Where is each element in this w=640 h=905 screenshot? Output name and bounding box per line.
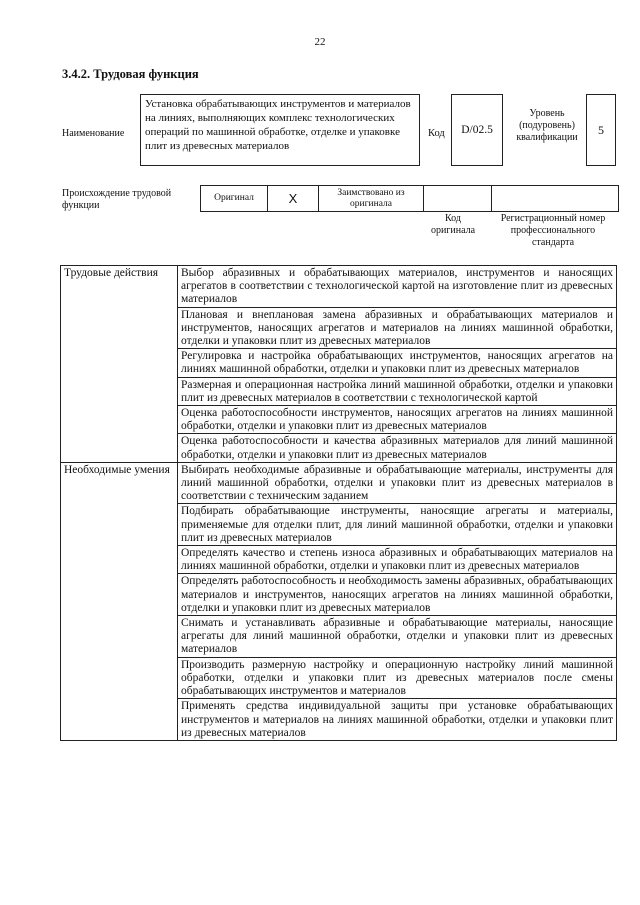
- skill-text: Подбирать обрабатывающие инструменты, наносящие агрегаты и материалы, применяемые для отделки плит, для линий машинной обработки, отделки и упаковки плит из древесных материалов: [178, 504, 617, 546]
- function-name: Установка обрабатывающих инструментов и материалов на линиях, выполняющих комплекс технологических операций по машинной обработке, отделке и упаковке плит из древесных материалов: [140, 94, 420, 166]
- original-code-cell: [424, 186, 492, 212]
- origin-table: [200, 185, 619, 212]
- labor-action-text: Выбор абразивных и обрабатывающих материалов, инструментов и наносящих агрегатов в соответствии с технологической картой на изготовление плит из древесных материалов: [178, 266, 617, 308]
- skills-label: Необходимые умения: [61, 462, 178, 740]
- page-number: 22: [314, 36, 326, 48]
- origin-label: Происхождение трудовой функции: [62, 188, 172, 211]
- original-label: Оригинал: [201, 186, 268, 212]
- skill-row: [61, 462, 617, 504]
- original-code-note: Код оригинала: [430, 213, 476, 236]
- original-mark: X: [268, 186, 319, 212]
- skill-text: Определять работоспособность и необходимость замены абразивных, обрабатывающих материалов и инструментов, наносящих агрегатов на линиях машинной обработки, отделки и упаковки плит из древесных материалов: [178, 574, 617, 616]
- labor-action-row: [61, 266, 617, 308]
- level-label: Уровень (подуровень) квалификации: [516, 108, 578, 143]
- labor-action-text: Регулировка и настройка обрабатывающих инструментов, наносящих агрегатов на линиях машинной обработки, отделки и упаковки плит из древесных материалов: [178, 349, 617, 377]
- skill-text: Определять качество и степень износа абразивных и обрабатывающих материалов на линиях машинной обработки, отделки и упаковки плит из древесных материалов: [178, 546, 617, 574]
- labor-action-text: Оценка работоспособности и качества абразивных материалов для линий машинной обработки, отделки и упаковки плит из древесных материалов: [178, 434, 617, 462]
- labor-action-text: Размерная и операционная настройка линий машинной обработки, отделки и упаковки плит из древесных материалов в соответствии с технологической картой: [178, 377, 617, 405]
- skill-text: Снимать и устанавливать абразивные и обрабатывающие материалы, наносящие агрегаты для линий машинной обработки, отделки и упаковки плит из древесных материалов: [178, 616, 617, 658]
- function-code: D/02.5: [451, 94, 503, 166]
- labor-action-text: Плановая и внеплановая замена абразивных и обрабатывающих материалов и инструментов, наносящих агрегатов и материалов на линиях машинной обработки, отделки и упаковки плит из древесных материалов: [178, 307, 617, 349]
- skill-text: Выбирать необходимые абразивные и обрабатывающие материалы, инструменты для линий машинной обработки, отделки и упаковки плит из древесных материалов в соответствии с техническим заданием: [178, 462, 617, 504]
- name-label: Наименование: [62, 128, 125, 139]
- section-title: 3.4.2. Трудовая функция: [62, 67, 199, 81]
- borrowed-label: Заимствовано из оригинала: [319, 186, 424, 212]
- registration-number-note: Регистрационный номер профессионального стандарта: [500, 213, 606, 248]
- function-details-table: [60, 265, 617, 741]
- skill-text: Производить размерную настройку и операционную настройку линий машинной обработки, отделки и упаковки плит из древесных материалов после смены обрабатывающих инструментов и материалов: [178, 657, 617, 699]
- qualification-level: 5: [586, 94, 616, 166]
- skill-text: Применять средства индивидуальной защиты при установке обрабатывающих инструментов и материалов на линиях машинной обработки, отделки и упаковки плит из древесных материалов: [178, 699, 617, 741]
- registration-number-cell: [492, 186, 619, 212]
- labor-actions-label: Трудовые действия: [61, 266, 178, 463]
- code-label: Код: [428, 128, 445, 139]
- labor-action-text: Оценка работоспособности инструментов, наносящих агрегатов на линиях машинной обработки, отделки и упаковки плит из древесных материалов: [178, 406, 617, 434]
